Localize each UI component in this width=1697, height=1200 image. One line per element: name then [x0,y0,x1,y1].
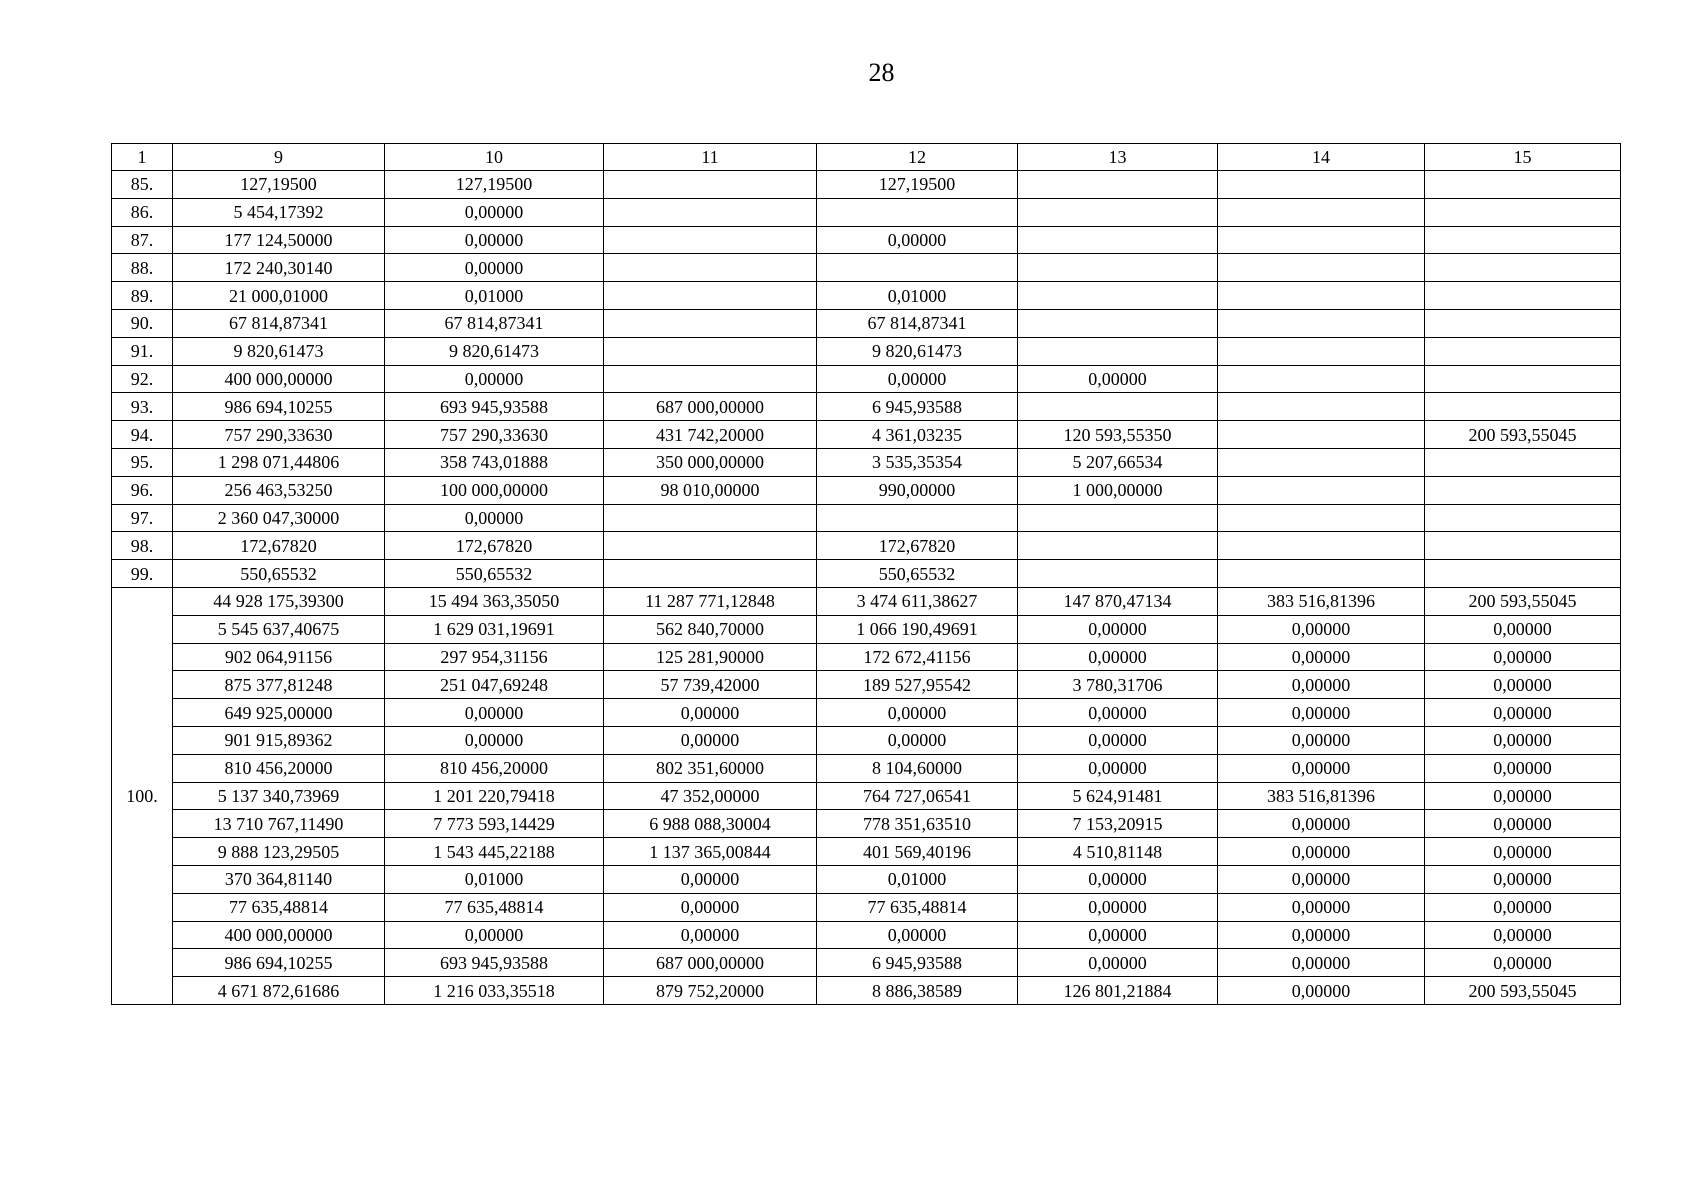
table-cell: 77 635,48814 [817,893,1018,921]
table-cell: 44 928 175,39300 [173,587,385,615]
table-cell: 77 635,48814 [173,893,385,921]
table-cell [1218,198,1425,226]
table-cell: 0,00000 [1218,865,1425,893]
table-cell: 0,00000 [385,699,604,727]
table-cell: 0,00000 [1425,810,1621,838]
table-cell: 764 727,06541 [817,782,1018,810]
table-row [112,726,1621,754]
table-row [112,838,1621,866]
table-cell [1018,504,1218,532]
table-row [112,254,1621,282]
table-cell: 9 888 123,29505 [173,838,385,866]
table-cell: 901 915,89362 [173,726,385,754]
table-cell [604,337,817,365]
table-cell: 0,00000 [1425,865,1621,893]
row-number: 88. [112,254,173,282]
table-cell: 0,00000 [1218,921,1425,949]
column-header: 14 [1218,144,1425,171]
table-row [112,782,1621,810]
table-cell: 358 743,01888 [385,448,604,476]
table-row [112,754,1621,782]
table-cell: 0,00000 [1218,949,1425,977]
table-cell: 810 456,20000 [173,754,385,782]
table-cell: 0,00000 [1425,615,1621,643]
table-row [112,365,1621,393]
row-number: 97. [112,504,173,532]
table-cell: 350 000,00000 [604,448,817,476]
table-cell: 67 814,87341 [385,309,604,337]
table-cell [1425,393,1621,421]
table-cell: 0,00000 [1218,977,1425,1005]
row-number: 99. [112,560,173,588]
table-row [112,893,1621,921]
table-cell: 562 840,70000 [604,615,817,643]
table-cell [1218,560,1425,588]
table-cell: 100 000,00000 [385,476,604,504]
table-cell: 11 287 771,12848 [604,587,817,615]
table-cell: 1 298 071,44806 [173,448,385,476]
row-number: 93. [112,393,173,421]
table-cell: 6 945,93588 [817,393,1018,421]
table-cell [1018,393,1218,421]
table-cell: 0,01000 [817,865,1018,893]
table-cell: 0,00000 [1018,726,1218,754]
table-cell: 400 000,00000 [173,365,385,393]
table-row [112,699,1621,727]
table-cell: 0,00000 [1018,754,1218,782]
row-number: 100. [112,587,173,1004]
row-number: 87. [112,226,173,254]
table-cell: 0,00000 [385,365,604,393]
table-cell: 0,00000 [1425,949,1621,977]
table-cell: 5 454,17392 [173,198,385,226]
table-cell [1425,282,1621,310]
table-cell: 687 000,00000 [604,393,817,421]
table-cell: 4 510,81148 [1018,838,1218,866]
table-cell [1018,254,1218,282]
table-cell: 1 137 365,00844 [604,838,817,866]
table-cell: 297 954,31156 [385,643,604,671]
table-cell [1425,365,1621,393]
row-number: 96. [112,476,173,504]
table-cell [1218,226,1425,254]
table-cell: 0,00000 [817,226,1018,254]
table-cell: 0,00000 [604,893,817,921]
table-cell [1218,254,1425,282]
row-number: 86. [112,198,173,226]
table-row [112,393,1621,421]
table-cell: 189 527,95542 [817,671,1018,699]
table-cell: 0,00000 [1218,699,1425,727]
table-cell: 0,00000 [385,504,604,532]
table-cell: 120 593,55350 [1018,421,1218,449]
table-row [112,421,1621,449]
table-cell [1425,226,1621,254]
table-cell: 0,00000 [1018,949,1218,977]
table-cell: 7 773 593,14429 [385,810,604,838]
table-row [112,532,1621,560]
table-cell [1218,309,1425,337]
table-cell: 4 361,03235 [817,421,1018,449]
table-cell: 693 945,93588 [385,393,604,421]
table-cell: 879 752,20000 [604,977,817,1005]
table-cell: 383 516,81396 [1218,587,1425,615]
table-cell: 0,00000 [1018,921,1218,949]
table-row [112,504,1621,532]
table-cell: 67 814,87341 [173,309,385,337]
table-cell [1018,198,1218,226]
table-cell [1425,504,1621,532]
table-cell: 383 516,81396 [1218,782,1425,810]
table-cell [817,254,1018,282]
table-cell: 127,19500 [385,171,604,199]
table-cell: 687 000,00000 [604,949,817,977]
table-row [112,226,1621,254]
table-cell [1218,421,1425,449]
table-cell: 251 047,69248 [385,671,604,699]
table-cell: 0,00000 [1425,893,1621,921]
table-cell: 0,01000 [817,282,1018,310]
table-cell: 147 870,47134 [1018,587,1218,615]
table-cell: 0,00000 [1425,921,1621,949]
table-cell: 0,00000 [385,921,604,949]
table-cell: 200 593,55045 [1425,587,1621,615]
table-cell: 0,00000 [1218,754,1425,782]
table-cell: 0,00000 [1425,838,1621,866]
table-cell: 127,19500 [817,171,1018,199]
row-number: 85. [112,171,173,199]
table-cell: 200 593,55045 [1425,421,1621,449]
table-cell: 693 945,93588 [385,949,604,977]
table-cell: 0,00000 [817,699,1018,727]
table-cell: 1 216 033,35518 [385,977,604,1005]
column-header: 12 [817,144,1018,171]
column-header: 1 [112,144,173,171]
column-header: 15 [1425,144,1621,171]
table-cell: 902 064,91156 [173,643,385,671]
table-cell: 1 066 190,49691 [817,615,1018,643]
table-cell: 125 281,90000 [604,643,817,671]
table-row [112,448,1621,476]
table-cell [1425,448,1621,476]
table-cell: 1 629 031,19691 [385,615,604,643]
table-cell: 9 820,61473 [385,337,604,365]
table-cell: 0,00000 [385,198,604,226]
table-cell: 0,00000 [1425,754,1621,782]
table-cell: 0,00000 [1018,643,1218,671]
table-cell: 177 124,50000 [173,226,385,254]
table-cell: 550,65532 [817,560,1018,588]
table-cell: 8 104,60000 [817,754,1018,782]
table-cell: 550,65532 [385,560,604,588]
table-cell [1018,532,1218,560]
table-cell [1425,198,1621,226]
table-cell: 0,01000 [385,865,604,893]
data-table [111,143,1621,1005]
table-cell: 0,00000 [1218,838,1425,866]
table-cell: 757 290,33630 [173,421,385,449]
table-cell: 57 739,42000 [604,671,817,699]
table-row [112,615,1621,643]
table-cell: 5 137 340,73969 [173,782,385,810]
table-cell [1218,448,1425,476]
table-cell [604,365,817,393]
table-cell [604,560,817,588]
table-row [112,977,1621,1005]
table-cell [1218,393,1425,421]
table-cell: 77 635,48814 [385,893,604,921]
table-row [112,282,1621,310]
table-cell [1218,476,1425,504]
table-cell: 5 207,66534 [1018,448,1218,476]
column-header: 11 [604,144,817,171]
table-cell: 9 820,61473 [173,337,385,365]
table-cell: 0,00000 [817,365,1018,393]
table-cell [1018,171,1218,199]
row-number: 91. [112,337,173,365]
table-cell: 802 351,60000 [604,754,817,782]
table-cell [1425,337,1621,365]
table-cell [1018,282,1218,310]
table-cell: 21 000,01000 [173,282,385,310]
row-number: 92. [112,365,173,393]
table-row [112,560,1621,588]
table-cell: 172 240,30140 [173,254,385,282]
table-cell: 370 364,81140 [173,865,385,893]
table-cell: 127,19500 [173,171,385,199]
table-cell: 0,00000 [1425,726,1621,754]
table-cell: 8 886,38589 [817,977,1018,1005]
table-cell: 1 000,00000 [1018,476,1218,504]
table-cell [1218,337,1425,365]
table-cell: 5 545 637,40675 [173,615,385,643]
table-cell: 172,67820 [173,532,385,560]
table-cell: 13 710 767,11490 [173,810,385,838]
table-cell [1018,560,1218,588]
table-cell: 0,00000 [385,726,604,754]
table-cell: 0,01000 [385,282,604,310]
table-row [112,921,1621,949]
table-cell: 3 535,35354 [817,448,1018,476]
table-row [112,309,1621,337]
table-cell: 0,00000 [1218,615,1425,643]
table-cell [1425,476,1621,504]
table-cell [604,198,817,226]
header-row [112,144,1621,171]
table-cell: 47 352,00000 [604,782,817,810]
table-cell: 6 988 088,30004 [604,810,817,838]
table-cell: 0,00000 [1018,615,1218,643]
table-cell: 98 010,00000 [604,476,817,504]
table-cell [1425,254,1621,282]
table-cell [1018,337,1218,365]
table-cell [604,532,817,560]
table-cell: 986 694,10255 [173,393,385,421]
table-cell: 172,67820 [817,532,1018,560]
table-cell [1425,309,1621,337]
table-cell: 0,00000 [604,699,817,727]
table-cell: 0,00000 [1218,726,1425,754]
table-cell [604,171,817,199]
column-header: 10 [385,144,604,171]
table-cell: 0,00000 [1018,865,1218,893]
table-cell: 0,00000 [1425,643,1621,671]
table-cell: 0,00000 [1218,671,1425,699]
column-header: 9 [173,144,385,171]
row-number: 98. [112,532,173,560]
table-body [112,171,1621,1005]
table-cell: 256 463,53250 [173,476,385,504]
table-cell: 0,00000 [1425,671,1621,699]
table-cell: 7 153,20915 [1018,810,1218,838]
row-number: 90. [112,309,173,337]
table-cell: 4 671 872,61686 [173,977,385,1005]
table-row [112,949,1621,977]
table-cell: 3 474 611,38627 [817,587,1018,615]
table-row [112,671,1621,699]
table-cell: 0,00000 [1218,643,1425,671]
table-cell: 431 742,20000 [604,421,817,449]
table-cell [1018,309,1218,337]
table-cell: 0,00000 [1218,893,1425,921]
table-cell [1425,532,1621,560]
table-cell [1218,532,1425,560]
table-cell [1218,282,1425,310]
table-cell: 0,00000 [385,254,604,282]
table-cell [604,282,817,310]
table-cell: 172,67820 [385,532,604,560]
table-cell: 0,00000 [1018,365,1218,393]
table-cell: 0,00000 [1018,893,1218,921]
table-cell: 6 945,93588 [817,949,1018,977]
table-row [112,337,1621,365]
table-cell: 0,00000 [604,921,817,949]
table-cell: 67 814,87341 [817,309,1018,337]
table-cell: 0,00000 [604,726,817,754]
table-cell: 0,00000 [817,726,1018,754]
table-cell: 757 290,33630 [385,421,604,449]
table-cell: 1 543 445,22188 [385,838,604,866]
table-cell: 9 820,61473 [817,337,1018,365]
table-cell: 401 569,40196 [817,838,1018,866]
table-cell: 2 360 047,30000 [173,504,385,532]
table-cell: 986 694,10255 [173,949,385,977]
row-number: 94. [112,421,173,449]
table-cell: 0,00000 [385,226,604,254]
table-cell [604,309,817,337]
table-cell: 875 377,81248 [173,671,385,699]
table-cell [1218,365,1425,393]
table-row [112,865,1621,893]
page-number: 28 [868,58,895,87]
table-cell [1218,504,1425,532]
table-cell: 0,00000 [1218,810,1425,838]
table-cell: 0,00000 [1425,782,1621,810]
table-cell: 1 201 220,79418 [385,782,604,810]
table-cell [604,254,817,282]
table-cell: 126 801,21884 [1018,977,1218,1005]
table-cell: 550,65532 [173,560,385,588]
table-cell: 649 925,00000 [173,699,385,727]
table-row [112,171,1621,199]
table-cell: 172 672,41156 [817,643,1018,671]
table-row [112,810,1621,838]
table-cell [817,198,1018,226]
table-cell: 3 780,31706 [1018,671,1218,699]
table-cell: 0,00000 [604,865,817,893]
table-cell: 778 351,63510 [817,810,1018,838]
table-cell [1425,560,1621,588]
table-row [112,198,1621,226]
table-cell [1425,171,1621,199]
table-cell: 200 593,55045 [1425,977,1621,1005]
table-cell [1018,226,1218,254]
table-row [112,643,1621,671]
table-cell: 0,00000 [1425,699,1621,727]
row-number: 89. [112,282,173,310]
table-cell: 0,00000 [1018,699,1218,727]
table-row [112,476,1621,504]
table-cell [817,504,1018,532]
table-row [112,587,1621,615]
table-cell: 810 456,20000 [385,754,604,782]
table-cell: 5 624,91481 [1018,782,1218,810]
table-cell: 0,00000 [817,921,1018,949]
column-header: 13 [1018,144,1218,171]
table-cell [604,504,817,532]
table-cell: 990,00000 [817,476,1018,504]
table-cell: 400 000,00000 [173,921,385,949]
table-cell [1218,171,1425,199]
row-number: 95. [112,448,173,476]
table-cell [604,226,817,254]
table-cell: 15 494 363,35050 [385,587,604,615]
